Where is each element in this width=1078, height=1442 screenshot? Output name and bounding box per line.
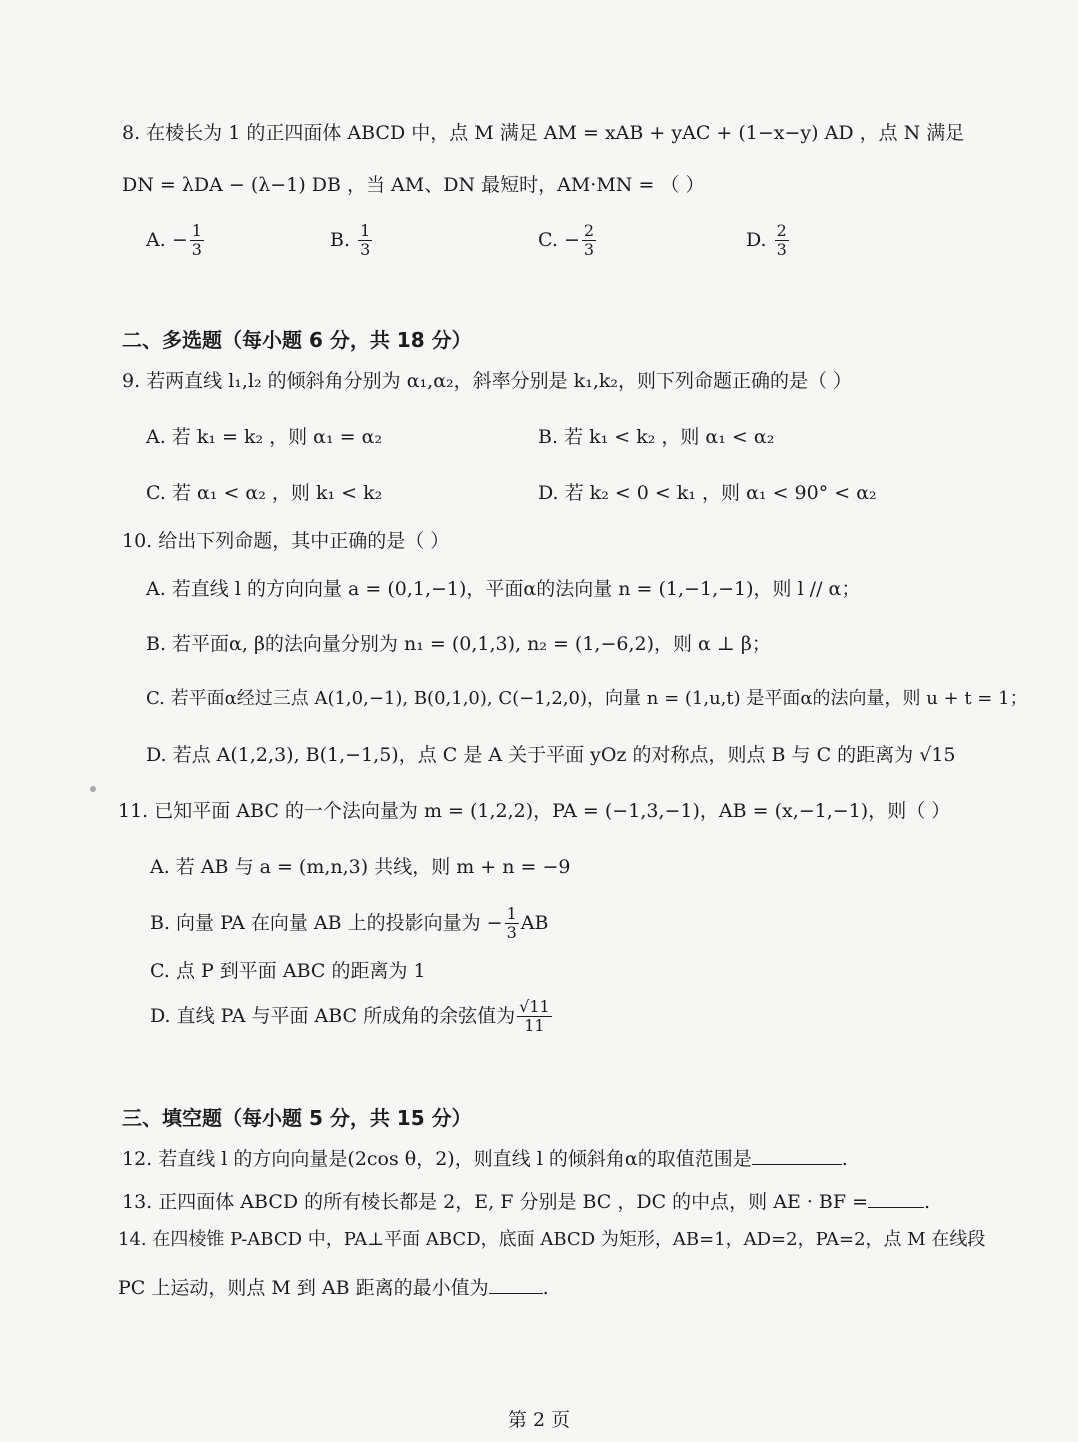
q10-stem: 10. 给出下列命题，其中正确的是（ ） xyxy=(122,530,450,552)
q9-option-a: A. 若 k₁ = k₂ ，则 α₁ = α₂ xyxy=(146,426,383,448)
q12-line: 12. 若直线 l 的方向向量是(2cos θ，2)，则直线 l 的倾斜角α的取值范围是 . xyxy=(122,1148,848,1170)
q11-option-a: A. 若 AB 与 a = (m,n,3) 共线，则 m + n = −9 xyxy=(150,856,571,878)
q9-option-c: C. 若 α₁ < α₂ ，则 k₁ < k₂ xyxy=(146,482,383,504)
q8-option-c: C. − $\frac{2}{3}$ xyxy=(538,221,595,260)
q10-option-a: A. 若直线 l 的方向向量 a = (0,1,−1)，平面α的法向量 n = (1,−1,−1)，则 l // α； xyxy=(146,578,861,600)
q9-stem: 9. 若两直线 l₁,l₂ 的倾斜角分别为 α₁,α₂，斜率分别是 k₁,k₂，则下列命题正确的是（ ） xyxy=(122,370,853,392)
q14-line2: PC 上运动，则点 M 到 AB 距离的最小值为 . xyxy=(118,1277,549,1299)
q13-answer-blank[interactable] xyxy=(868,1189,924,1208)
q12-answer-blank[interactable] xyxy=(752,1146,842,1165)
q8-option-d: D. $\frac{2}{3}$ xyxy=(746,221,787,260)
q9-option-d: D. 若 k₂ < 0 < k₁ ，则 α₁ < 90° < α₂ xyxy=(538,482,877,504)
q8-line2: DN = λDA − (λ−1) DB ，当 AM、DN 最短时，AM·MN = （ ） xyxy=(122,174,705,196)
q10-option-d: D. 若点 A(1,2,3), B(1,−1,5)，点 C 是 A 关于平面 yOz 的对称点，则点 B 与 C 的距离为 √15 xyxy=(146,744,956,766)
q11-option-b: B. 向量 PA 在向量 AB 上的投影向量为 − $\frac{1}{3}$ AB xyxy=(150,904,549,943)
q14-answer-blank[interactable] xyxy=(489,1275,543,1294)
scan-speck xyxy=(90,786,96,792)
q13-line: 13. 正四面体 ABCD 的所有棱长都是 2，E, F 分别是 BC ，DC 的中点，则 AE · BF = . xyxy=(122,1191,931,1213)
section-2-heading: 二、多选题（每小题 6 分，共 18 分） xyxy=(122,328,472,352)
q11-option-c: C. 点 P 到平面 ABC 的距离为 1 xyxy=(150,960,426,982)
q10-option-c: C. 若平面α经过三点 A(1,0,−1), B(0,1,0), C(−1,2,0)，向量 n = (1,u,t) 是平面α的法向量，则 u + t = 1； xyxy=(146,688,1028,709)
q11-option-d: D. 直线 PA 与平面 ABC 所成角的余弦值为 $\frac{√11}{11}$ xyxy=(150,997,550,1036)
q14-line1: 14. 在四棱锥 P-ABCD 中，PA⊥平面 ABCD，底面 ABCD 为矩形，AB=1，AD=2，PA=2，点 M 在线段 xyxy=(118,1229,986,1250)
section-3-heading: 三、填空题（每小题 5 分，共 15 分） xyxy=(122,1106,472,1130)
q8-option-b: B. $\frac{1}{3}$ xyxy=(330,221,371,260)
q11-stem: 11. 已知平面 ABC 的一个法向量为 m = (1,2,2)，PA = (−1,3,−1)，AB = (x,−1,−1)，则（ ） xyxy=(118,800,951,822)
page-number: 第 2 页 xyxy=(507,1409,571,1431)
q10-option-b: B. 若平面α, β的法向量分别为 n₁ = (0,1,3), n₂ = (1,−6,2)，则 α ⊥ β； xyxy=(146,633,771,655)
q9-option-b: B. 若 k₁ < k₂ ，则 α₁ < α₂ xyxy=(538,426,775,448)
q8-option-a: A. − $\frac{1}{3}$ xyxy=(146,221,202,260)
q8-line1: 8. 在棱长为 1 的正四面体 ABCD 中，点 M 满足 AM = xAB + yAC + (1−x−y) AD ，点 N 满足 xyxy=(122,122,965,144)
